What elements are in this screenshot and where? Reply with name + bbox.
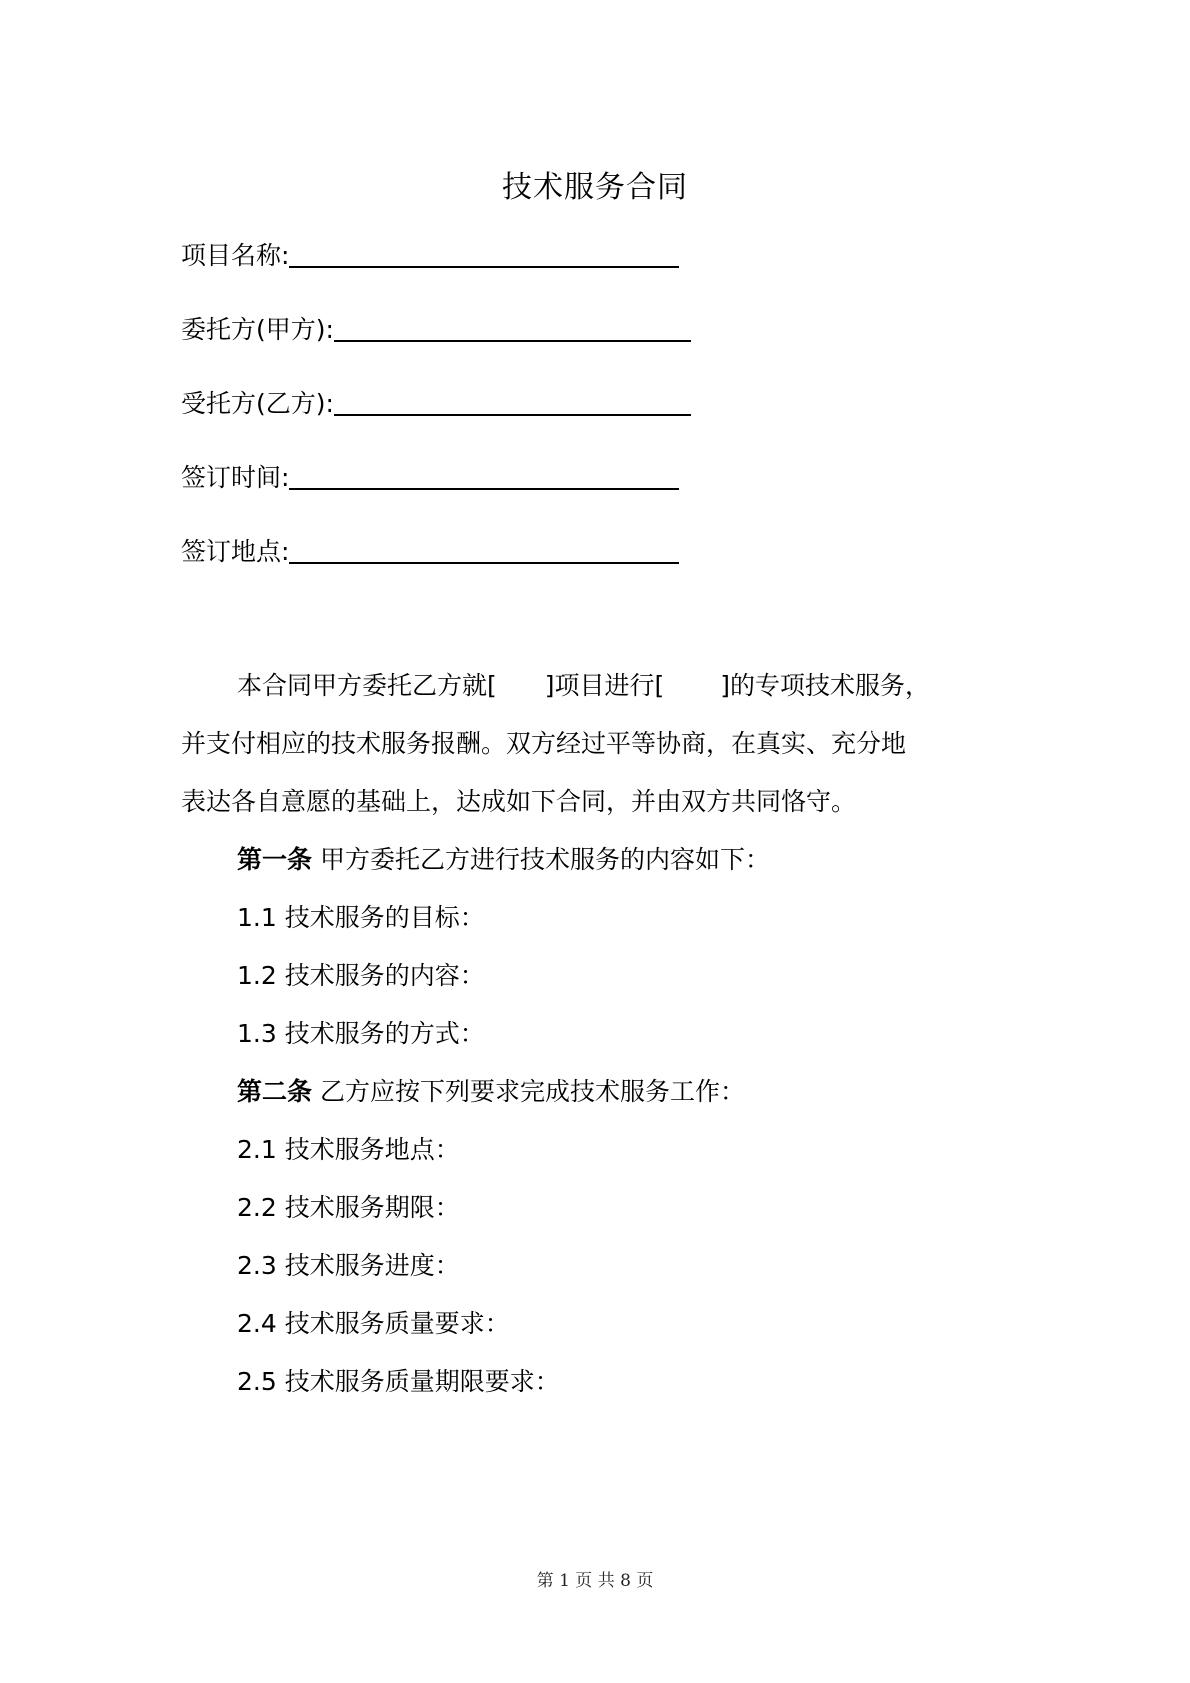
blank-line bbox=[289, 562, 679, 564]
article-1-item: 1.2 技术服务的内容： bbox=[237, 961, 485, 990]
article-1-item: 1.1 技术服务的目标： bbox=[237, 903, 485, 932]
blank-line bbox=[334, 414, 691, 416]
article-heading: 第一条 bbox=[237, 845, 313, 874]
article-2-item: 2.1 技术服务地点： bbox=[237, 1135, 460, 1164]
article-1 bbox=[237, 840, 770, 876]
field-party-b bbox=[181, 384, 691, 420]
field-label: 受托方(乙方): bbox=[181, 389, 334, 418]
article-2-item: 2.5 技术服务质量期限要求： bbox=[237, 1367, 560, 1396]
blank-line bbox=[289, 266, 679, 268]
article-2-item: 2.2 技术服务期限： bbox=[237, 1193, 460, 1222]
field-party-a bbox=[181, 310, 691, 346]
intro-line-2: 并支付相应的技术服务报酬。双方经过平等协商，在真实、充分地 bbox=[181, 729, 907, 758]
article-text: 乙方应按下列要求完成技术服务工作： bbox=[312, 1077, 745, 1106]
article-2-item: 2.4 技术服务质量要求： bbox=[237, 1309, 510, 1338]
intro-line-3: 表达各自意愿的基础上，达成如下合同，并由双方共同恪守。 bbox=[181, 787, 857, 816]
article-heading: 第二条 bbox=[237, 1077, 313, 1106]
page-footer: 第 1 页 共 8 页 bbox=[536, 1571, 654, 1591]
intro-line-1 bbox=[237, 666, 930, 702]
field-sign-date bbox=[181, 458, 679, 494]
field-project-name bbox=[181, 236, 679, 272]
article-2-item: 2.3 技术服务进度： bbox=[237, 1251, 460, 1280]
field-label: 委托方(甲方): bbox=[181, 315, 334, 344]
field-label: 签订地点: bbox=[181, 537, 290, 566]
intro-text: ]项目进行[ bbox=[544, 671, 665, 700]
blank-line bbox=[334, 340, 691, 342]
field-label: 项目名称: bbox=[181, 241, 290, 270]
article-2 bbox=[237, 1072, 745, 1108]
field-sign-place bbox=[181, 532, 679, 568]
document-title: 技术服务合同 bbox=[502, 170, 688, 205]
intro-text: 本合同甲方委托乙方就[ bbox=[237, 671, 497, 700]
article-text: 甲方委托乙方进行技术服务的内容如下： bbox=[312, 845, 770, 874]
article-1-item: 1.3 技术服务的方式： bbox=[237, 1019, 485, 1048]
field-label: 签订时间: bbox=[181, 463, 290, 492]
intro-text: ]的专项技术服务， bbox=[720, 671, 931, 700]
blank-line bbox=[289, 488, 679, 490]
